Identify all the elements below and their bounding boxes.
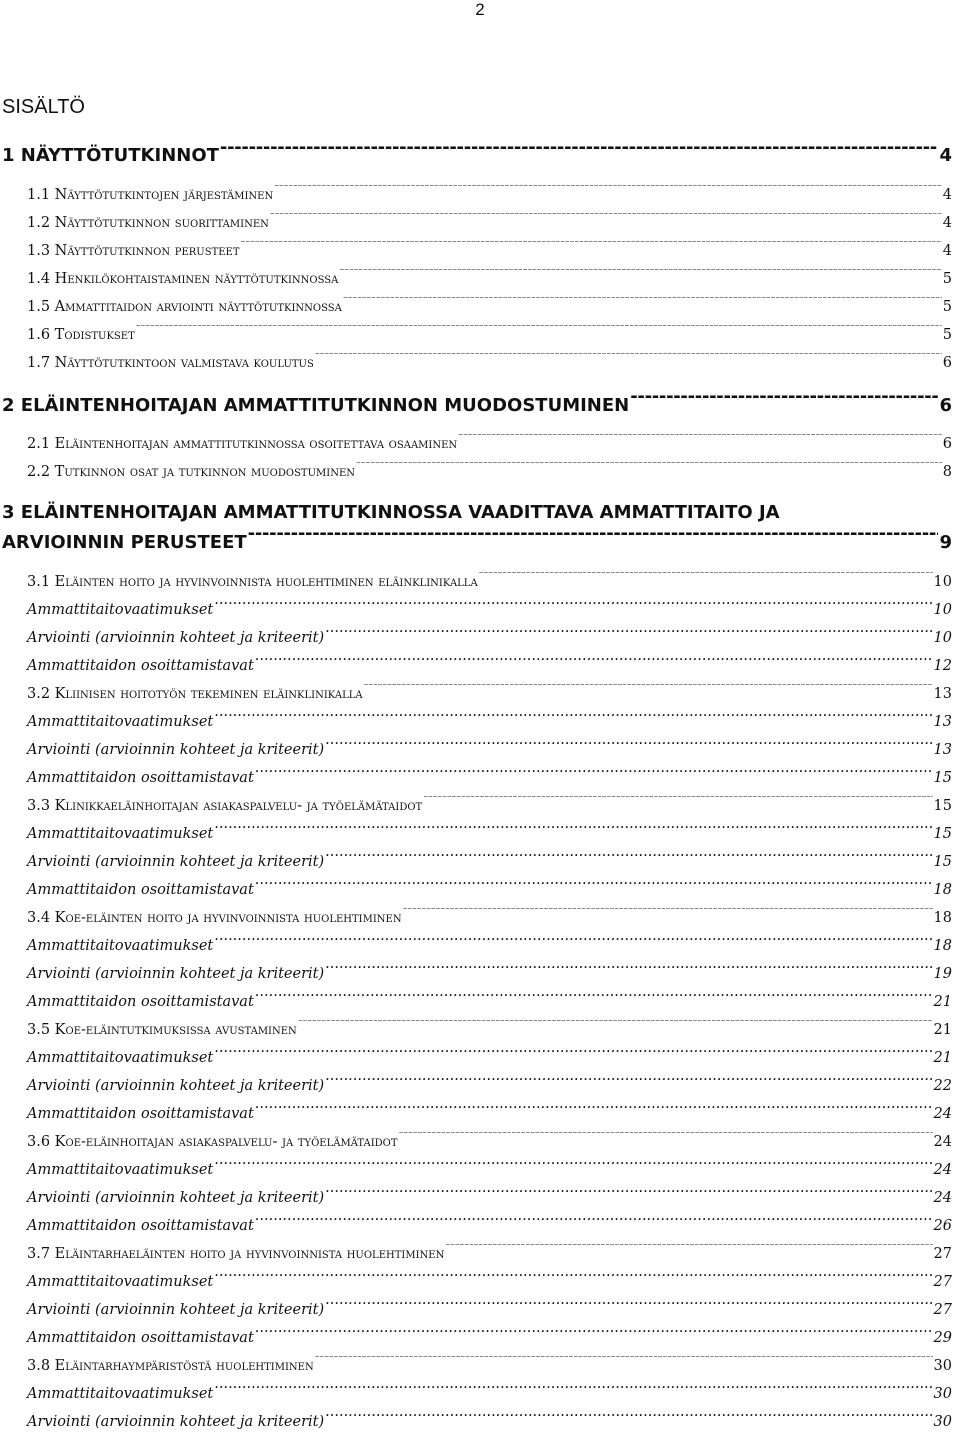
toc-entry-label: Ammattitaidon osoittamistavat <box>27 658 254 674</box>
toc-entry[interactable] <box>0 932 960 960</box>
toc-entry-label: Ammattitaitovaatimukset <box>27 602 214 618</box>
toc-entry-page: 27 <box>933 1302 952 1318</box>
toc-entry-page: 5 <box>942 299 952 315</box>
toc-entry[interactable] <box>0 1240 960 1268</box>
toc-entry-label: 1.4 Henkilökohtaistaminen näyttötutkinnossa <box>27 271 339 287</box>
page-number: 2 <box>475 0 485 19</box>
toc-entry[interactable] <box>0 1296 960 1324</box>
toc-entry-label: Ammattitaidon osoittamistavat <box>27 882 254 898</box>
toc-entry-label: 3.3 Klinikkaeläinhoitajan asiakaspalvelu- ja työelämätaidot <box>27 798 423 814</box>
toc-leader <box>136 325 942 340</box>
toc-entry-label: Ammattitaidon osoittamistavat <box>27 1106 254 1122</box>
toc-entry-page: 5 <box>942 327 952 343</box>
toc-leader <box>325 628 932 643</box>
toc-entry-page: 4 <box>942 215 952 231</box>
toc-leader <box>458 434 942 449</box>
toc-leader <box>214 712 932 727</box>
toc-entry-label: 2 ELÄINTENHOITAJAN AMMATTITUTKINNON MUODOSTUMINEN <box>2 395 630 416</box>
toc-entry[interactable] <box>0 1100 960 1128</box>
toc-entry-page: 30 <box>933 1358 952 1374</box>
toc-leader <box>356 462 942 477</box>
toc-entry-label: Ammattitaitovaatimukset <box>27 1386 214 1402</box>
toc-entry[interactable] <box>0 293 960 321</box>
toc-entry-label: Arviointi (arvioinnin kohteet ja kriteerit) <box>27 1302 325 1318</box>
toc-entry-label: Ammattitaitovaatimukset <box>27 938 214 954</box>
toc-entry[interactable] <box>0 596 960 624</box>
toc-leader <box>214 1384 932 1399</box>
toc-entry[interactable] <box>0 143 960 169</box>
toc-leader <box>315 1356 933 1371</box>
toc-leader <box>241 241 942 256</box>
toc-entry[interactable] <box>0 392 960 420</box>
toc-leader <box>403 908 933 923</box>
toc-entry[interactable] <box>0 499 960 527</box>
toc-leader <box>445 1244 932 1259</box>
toc-entry-page: 4 <box>942 243 952 259</box>
toc-entry-page: 24 <box>933 1162 952 1178</box>
toc-leader <box>399 1132 933 1147</box>
toc-entry[interactable] <box>0 988 960 1016</box>
toc-leader <box>255 1328 933 1343</box>
toc-entry-page: 18 <box>933 882 952 898</box>
toc-leader <box>325 740 932 755</box>
toc-entry-page: 8 <box>942 464 952 480</box>
toc-entry-page: 13 <box>933 742 952 758</box>
toc-leader <box>255 992 933 1007</box>
toc-leader <box>255 1216 933 1231</box>
toc-entry-page: 4 <box>942 187 952 203</box>
toc-entry-page: 6 <box>939 395 952 416</box>
toc-entry-page: 18 <box>933 938 952 954</box>
toc-entry-page: 27 <box>933 1274 952 1290</box>
toc-entry[interactable] <box>0 529 960 557</box>
toc-entry[interactable] <box>0 708 960 736</box>
toc-entry[interactable] <box>0 349 960 377</box>
toc-entry-label: 1.3 Näyttötutkinnon perusteet <box>27 243 240 259</box>
toc-entry[interactable] <box>0 1352 960 1380</box>
toc-leader <box>274 185 942 200</box>
toc-entry[interactable] <box>0 1324 960 1352</box>
toc-entry-page: 15 <box>933 798 952 814</box>
toc-entry-label: ARVIOINNIN PERUSTEET <box>2 532 247 553</box>
toc-entry-page: 9 <box>939 532 952 553</box>
toc-entry[interactable] <box>0 237 960 265</box>
toc-entry[interactable] <box>0 652 960 680</box>
toc-entry[interactable] <box>0 1380 960 1408</box>
toc-entry-label: Ammattitaitovaatimukset <box>27 714 214 730</box>
toc-entry[interactable] <box>0 1184 960 1212</box>
toc-leader <box>255 1104 933 1119</box>
toc-entry[interactable] <box>0 1268 960 1296</box>
toc-entry[interactable] <box>0 876 960 904</box>
toc-entry-label: Ammattitaidon osoittamistavat <box>27 1330 254 1346</box>
toc-leader <box>255 656 933 671</box>
toc-entry-label: Ammattitaitovaatimukset <box>27 826 214 842</box>
toc-entry-page: 19 <box>933 966 952 982</box>
toc-entry-page: 15 <box>933 826 952 842</box>
toc-entry-label: Arviointi (arvioinnin kohteet ja kriteerit) <box>27 742 325 758</box>
toc-entry-label: 3.1 Eläinten hoito ja hyvinvoinnista huolehtiminen eläinklinikalla <box>27 574 478 590</box>
toc-leader <box>630 393 938 411</box>
toc-leader <box>214 1272 932 1287</box>
toc-entry[interactable] <box>0 792 960 820</box>
toc-entry-label: Arviointi (arvioinnin kohteet ja kriteerit) <box>27 966 325 982</box>
toc-entry-label: 2.2 Tutkinnon osat ja tutkinnon muodostuminen <box>27 464 356 480</box>
toc-entry[interactable] <box>0 904 960 932</box>
toc-leader <box>364 684 933 699</box>
toc-entry[interactable] <box>0 458 960 486</box>
toc-leader <box>220 143 939 161</box>
toc-leader <box>255 768 933 783</box>
toc-leader <box>325 964 932 979</box>
toc-leader <box>325 1188 932 1203</box>
toc-entry-label: 3.2 Kliinisen hoitotyön tekeminen eläinklinikalla <box>27 686 363 702</box>
toc-entry[interactable] <box>0 1156 960 1184</box>
toc-entry-page: 6 <box>942 355 952 371</box>
toc-leader <box>255 880 933 895</box>
toc-entry-label: Arviointi (arvioinnin kohteet ja kriteerit) <box>27 630 325 646</box>
toc-entry-label: 1.1 Näyttötutkintojen järjestäminen <box>27 187 274 203</box>
toc-entry[interactable] <box>0 265 960 293</box>
toc-entry-page: 27 <box>933 1246 952 1262</box>
toc-entry[interactable] <box>0 1044 960 1072</box>
toc-entry-label: 3.7 Eläintarhaeläinten hoito ja hyvinvoinnista huolehtiminen <box>27 1246 445 1262</box>
toc-entry-page: 13 <box>933 686 952 702</box>
toc-entry[interactable] <box>0 430 960 458</box>
toc-entry-label: Ammattitaitovaatimukset <box>27 1274 214 1290</box>
toc-entry-page: 21 <box>933 1050 952 1066</box>
toc-entry[interactable] <box>0 960 960 988</box>
toc-entry-page: 13 <box>933 714 952 730</box>
toc-entry-page: 30 <box>933 1414 952 1430</box>
toc-entry-label: 1.6 Todistukset <box>27 327 135 343</box>
toc-entry-label: 1.2 Näyttötutkinnon suorittaminen <box>27 215 269 231</box>
toc-entry-page: 4 <box>939 145 952 166</box>
toc-entry[interactable] <box>0 624 960 652</box>
toc-entry[interactable] <box>0 680 960 708</box>
toc-entry-page: 21 <box>933 994 952 1010</box>
toc-leader <box>325 1076 932 1091</box>
toc-leader <box>343 297 942 312</box>
toc-leader <box>270 213 942 228</box>
toc-entry-label: 3.8 Eläintarhaympäristöstä huolehtiminen <box>27 1358 314 1374</box>
toc-entry-label: 1.7 Näyttötutkintoon valmistava koulutus <box>27 355 314 371</box>
toc-entry-label: Arviointi (arvioinnin kohteet ja kriteerit) <box>27 1414 325 1430</box>
toc-entry-label: Ammattitaidon osoittamistavat <box>27 994 254 1010</box>
toc-entry[interactable] <box>0 321 960 349</box>
toc-entry-page: 10 <box>933 602 952 618</box>
toc-leader <box>325 1300 932 1315</box>
toc-entry[interactable] <box>0 209 960 237</box>
toc-entry-page: 30 <box>933 1386 952 1402</box>
toc-entry-label: Arviointi (arvioinnin kohteet ja kriteerit) <box>27 1190 325 1206</box>
toc-leader <box>479 572 933 587</box>
toc-leader <box>325 852 932 867</box>
toc-entry-page: 15 <box>933 854 952 870</box>
toc-entry-label: Ammattitaidon osoittamistavat <box>27 1218 254 1234</box>
toc-leader <box>423 796 932 811</box>
toc-entry[interactable] <box>0 820 960 848</box>
toc-leader <box>214 1160 932 1175</box>
toc-entry-label: 3 ELÄINTENHOITAJAN AMMATTITUTKINNOSSA VAADITTAVA AMMATTITAITO JA <box>2 502 780 523</box>
toc-entry-page: 26 <box>933 1218 952 1234</box>
toc-entry[interactable] <box>0 1212 960 1240</box>
toc-entry-page: 6 <box>942 436 952 452</box>
toc-entry-label: Ammattitaidon osoittamistavat <box>27 770 254 786</box>
toc-leader <box>214 824 932 839</box>
toc-entry-page: 29 <box>933 1330 952 1346</box>
toc-entry-label: Arviointi (arvioinnin kohteet ja kriteerit) <box>27 854 325 870</box>
toc-heading: SISÄLTÖ <box>2 96 85 118</box>
toc-leader <box>315 353 942 368</box>
toc-entry-label: 1.5 Ammattitaidon arviointi näyttötutkinnossa <box>27 299 342 315</box>
toc-leader <box>325 1412 932 1427</box>
toc-entry-page: 24 <box>933 1190 952 1206</box>
toc-entry-label: 2.1 Eläintenhoitajan ammattitutkinnossa osoitettava osaaminen <box>27 436 458 452</box>
toc-entry-label: Ammattitaitovaatimukset <box>27 1162 214 1178</box>
toc-entry-page: 10 <box>933 630 952 646</box>
toc-leader <box>248 530 939 548</box>
toc-entry-label: Arviointi (arvioinnin kohteet ja kriteerit) <box>27 1078 325 1094</box>
toc-entry-label: 3.6 Koe-eläinhoitajan asiakaspalvelu- ja työelämätaidot <box>27 1134 398 1150</box>
toc-entry-label: 3.4 Koe-eläinten hoito ja hyvinvoinnista huolehtiminen <box>27 910 402 926</box>
toc-entry-page: 22 <box>933 1078 952 1094</box>
toc-entry-page: 24 <box>933 1106 952 1122</box>
toc-leader <box>214 1048 932 1063</box>
toc-entry-page: 10 <box>933 574 952 590</box>
toc-entry[interactable] <box>0 181 960 209</box>
toc-entry[interactable] <box>0 764 960 792</box>
toc-leader <box>339 269 941 284</box>
toc-entry[interactable] <box>0 1408 960 1436</box>
toc-entry-page: 21 <box>933 1022 952 1038</box>
toc-entry[interactable] <box>0 568 960 596</box>
toc-entry-page: 15 <box>933 770 952 786</box>
toc-entry-label: Ammattitaitovaatimukset <box>27 1050 214 1066</box>
toc-entry[interactable] <box>0 1128 960 1156</box>
toc-entry[interactable] <box>0 736 960 764</box>
toc-leader <box>214 936 932 951</box>
toc-leader <box>298 1020 933 1035</box>
toc-entry-label: 3.5 Koe-eläintutkimuksissa avustaminen <box>27 1022 297 1038</box>
toc-entry[interactable] <box>0 848 960 876</box>
toc-entry-page: 5 <box>942 271 952 287</box>
toc-entry[interactable] <box>0 1072 960 1100</box>
toc-entry[interactable] <box>0 1016 960 1044</box>
toc-entry-page: 12 <box>933 658 952 674</box>
toc-leader <box>214 600 932 615</box>
toc-entry-page: 18 <box>933 910 952 926</box>
toc-entry-label: 1 NÄYTTÖTUTKINNOT <box>2 145 219 166</box>
toc-entry-page: 24 <box>933 1134 952 1150</box>
